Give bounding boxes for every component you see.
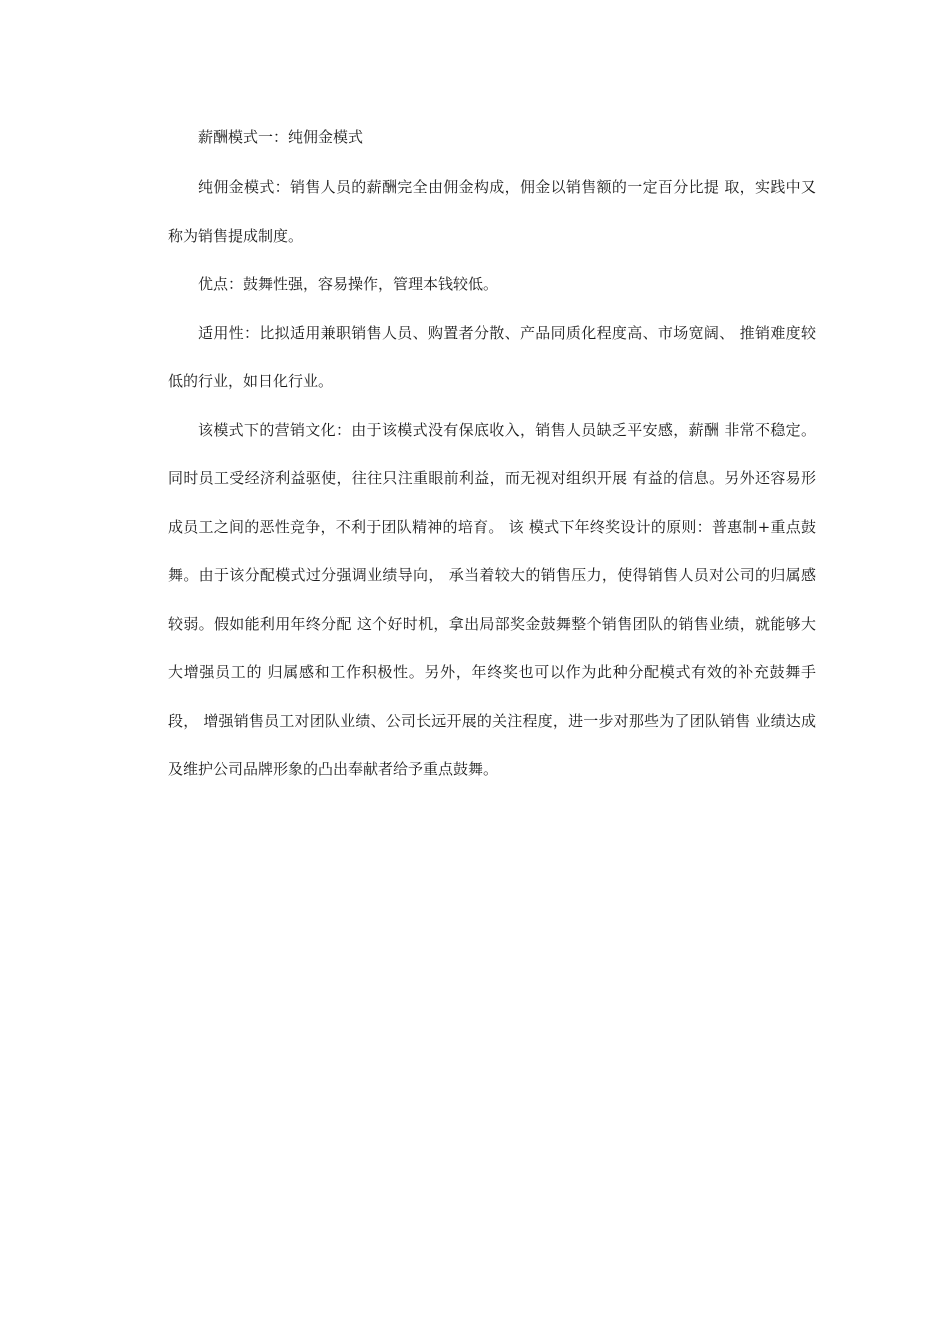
paragraph-definition: 纯佣金模式：销售人员的薪酬完全由佣金构成，佣金以销售额的一定百分比提 取，实践中又称为销售提成制度。 bbox=[168, 178, 816, 245]
paragraph-marketing-culture: 该模式下的营销文化：由于该模式没有保底收入，销售人员缺乏平安感，薪酬 非常不稳定。同时员工受经济利益驱使，往往只注重眼前利益，而无视对组织开展 有益的信息。另外还容易形成员工之间的恶性竞争，不利于团队精神的培育。 该 模式下年终奖设计的原则：普惠制+重点鼓舞。由于该分配模式过分强调业绩导向， 承当着较大的销售压力，使得销售人员对公司的归属感较弱。假如能利用年终分配 这个好时机，拿出局部奖金鼓舞整个销售团队的销售业绩，就能够大大增强员工的 归属感和工作积极性。另外，年终奖也可以作为此种分配模式有效的补充鼓舞手段， 增强销售员工对团队业绩、公司长远开展的关注程度，进一步对那些为了团队销售 业绩达成及维护公司品牌形象的凸出奉献者给予重点鼓舞。 bbox=[168, 420, 816, 778]
paragraph-applicability: 适用性：比拟适用兼职销售人员、购置者分散、产品同质化程度高、市场宽阔、 推销难度较低的行业，如日化行业。 bbox=[168, 323, 816, 390]
document-page bbox=[168, 120, 816, 794]
paragraph-advantages: 优点：鼓舞性强，容易操作，管理本钱较低。 bbox=[198, 275, 499, 293]
section-heading: 薪酬模式一：纯佣金模式 bbox=[198, 128, 364, 146]
